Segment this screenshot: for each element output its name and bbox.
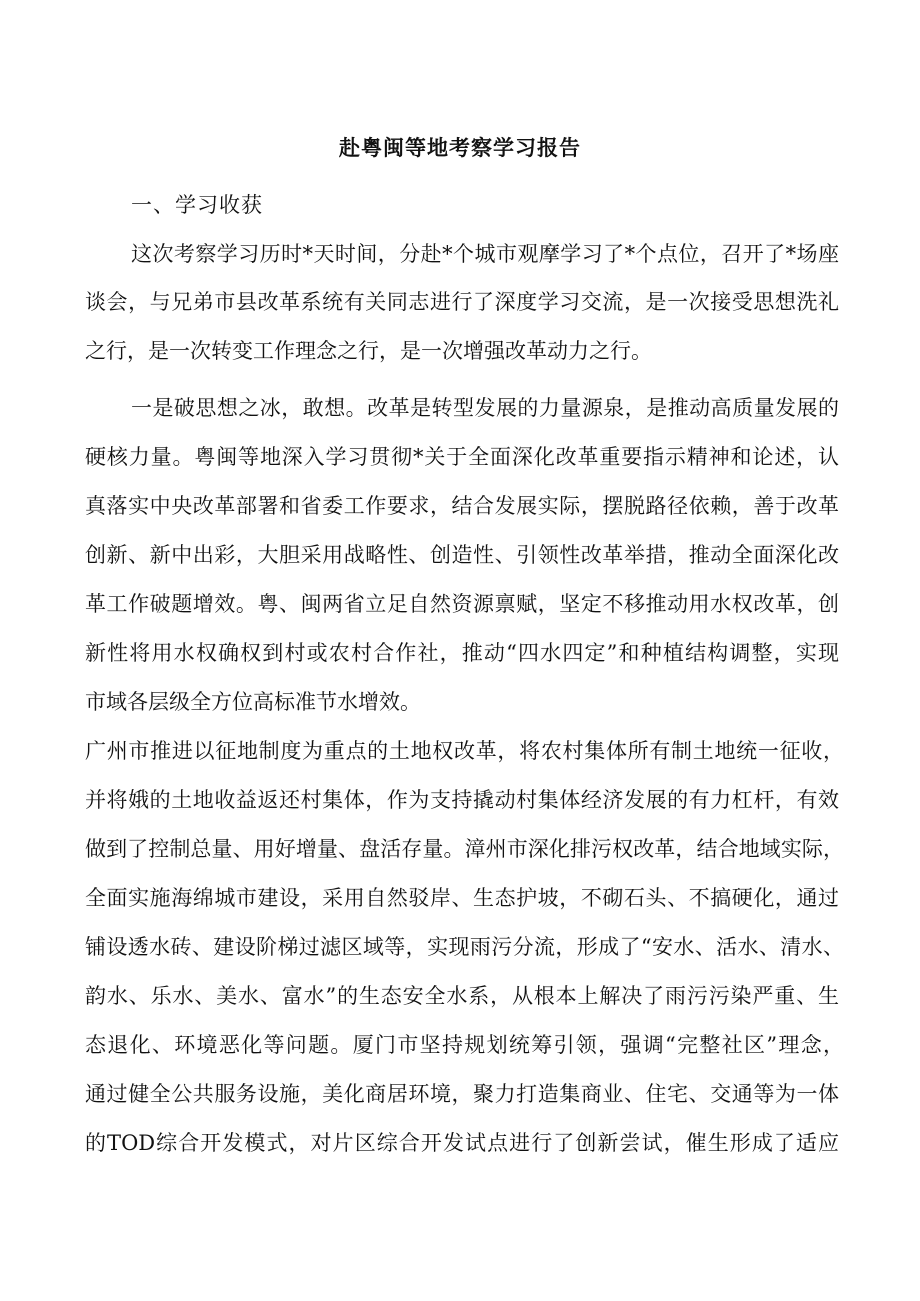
paragraph-3-line-3: 做到了控制总量、用好增量、盘活存量。漳州市深化排污权改革，结合地域实际，: [85, 837, 844, 861]
paragraph-3-line-9: 的TOD综合开发模式，对片区综合开发试点进行了创新尝试，催生形成了适应: [85, 1131, 839, 1155]
paragraph-3-line-2: 并将娥的土地收益返还村集体，作为支持撬动村集体经济发展的有力杠杆，有效: [85, 788, 839, 812]
paragraph-2-line-2: 硬核力量。粤闽等地深入学习贯彻*关于全面深化改革重要指示精神和论述，认: [85, 445, 839, 469]
paragraph-2-line-5: 革工作破题增效。粤、闽两省立足自然资源禀赋，坚定不移推动用水权改革，创: [85, 592, 839, 616]
document-title: 赴粤闽等地考察学习报告: [339, 135, 581, 160]
paragraph-3-line-4: 全面实施海绵城市建设，采用自然驳岸、生态护坡，不砌石头、不搞硬化，通过: [85, 886, 839, 910]
paragraph-2-line-3: 真落实中央改革部署和省委工作要求，结合发展实际，摆脱路径依赖，善于改革: [85, 494, 839, 518]
paragraph-1-line-2: 谈会，与兄弟市县改革系统有关同志进行了深度学习交流，是一次接受思想洗礼: [85, 290, 839, 314]
paragraph-3-line-1: 广州市推进以征地制度为重点的土地权改革，将农村集体所有制土地统一征收，: [85, 739, 844, 763]
paragraph-3-line-5: 铺设透水砖、建设阶梯过滤区域等，实现雨污分流，形成了“安水、活水、清水、: [85, 935, 844, 959]
paragraph-2-line-4: 创新、新中出彩，大胆采用战略性、创造性、引领性改革举措，推动全面深化改: [85, 543, 839, 567]
paragraph-1-line-1: 这次考察学习历时*天时间，分赴*个城市观摩学习了*个点位，召开了*场座: [131, 242, 839, 266]
paragraph-2-line-1: 一是破思想之冰，敢想。改革是转型发展的力量源泉，是推动高质量发展的: [131, 396, 839, 420]
paragraph-3-line-6: 韵水、乐水、美水、富水”的生态安全水系，从根本上解决了雨污污染严重、生: [85, 984, 839, 1008]
section-heading: 一、学习收获: [131, 193, 263, 217]
paragraph-2-line-6: 新性将用水权确权到村或农村合作社，推动“四水四定”和种植结构调整，实现: [85, 641, 839, 665]
paragraph-3-line-8: 通过健全公共服务设施，美化商居环境，聚力打造集商业、住宅、交通等为一体: [85, 1082, 839, 1106]
paragraph-2-line-7: 市域各层级全方位高标准节水增效。: [85, 690, 421, 714]
paragraph-3-line-7: 态退化、环境恶化等问题。厦门市坚持规划统筹引领，强调“完整社区”理念，: [85, 1033, 844, 1057]
paragraph-1-line-3: 之行，是一次转变工作理念之行，是一次增强改革动力之行。: [85, 339, 652, 363]
